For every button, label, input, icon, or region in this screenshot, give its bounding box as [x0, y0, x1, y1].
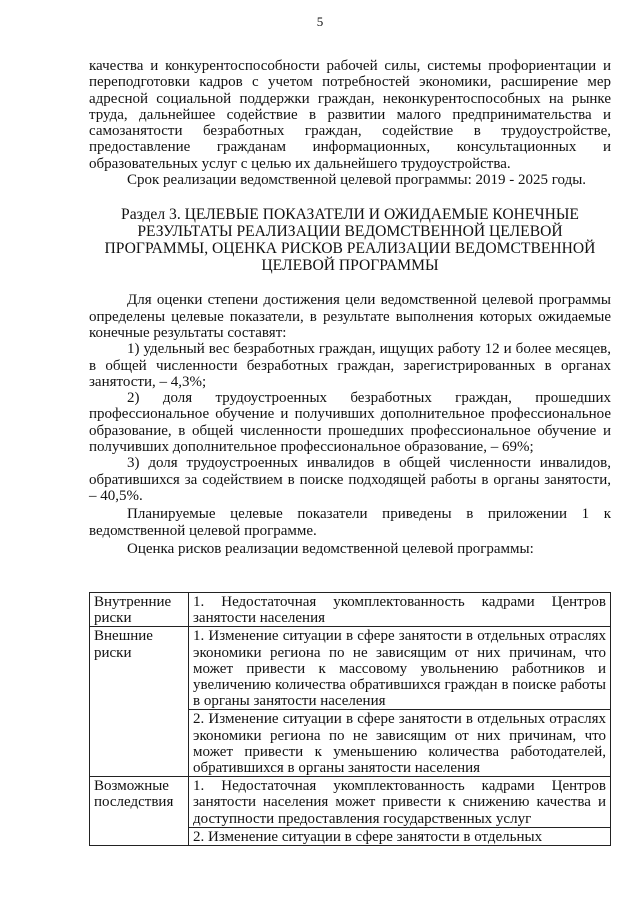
internal-risk-1: 1. Недостаточная укомплектованность кадрами Центров занятости населения — [189, 593, 611, 627]
indicator-item-2: 2) доля трудоустроенных безработных граждан, прошедших профессиональное обучение и получивших дополнительное профессиональное образование, в общей численности прошедших профессиональное обучение и получивших дополнительное профессиональное образование, – 69%; — [89, 390, 611, 456]
section-title-line-2: РЕЗУЛЬТАТЫ РЕАЛИЗАЦИИ ВЕДОМСТВЕННОЙ ЦЕЛЕВОЙ — [137, 223, 563, 241]
term-paragraph: Срок реализации ведомственной целевой программы: 2019 - 2025 годы. — [127, 172, 587, 189]
indicator-item-3: 3) доля трудоустроенных инвалидов в общей численности инвалидов, обратившихся за содействием в поиске подходящей работы в органы занятости, – 40,5%. — [89, 455, 611, 504]
section-heading — [89, 206, 611, 274]
table-row — [90, 593, 611, 627]
intro-paragraph: качества и конкурентоспособности рабочей силы, системы профориентации и переподготовки кадров с учетом потребностей экономики, расширение мер адресной социальной поддержки граждан, неконкурентоспособных на рынке труда, дальнейшее содействие в развитии малого предпринимательства и самозанятости безработных граждан, содействие в трудоустройстве, предоставление гражданам информационных, консультационных и образовательных услуг с целью их дальнейшего трудоустройства. — [89, 58, 611, 172]
consequences-label: Возможные последствия — [90, 777, 189, 846]
table-row — [90, 777, 611, 828]
consequence-1: 1. Недостаточная укомплектованность кадрами Центров занятости населения может привести к снижению качества и доступности предоставления государственных услуг — [189, 777, 611, 828]
indicator-item-1: 1) удельный вес безработных граждан, ищущих работу 12 и более месяцев, в общей численности безработных граждан, зарегистрированных в органах занятости, – 4,3%; — [89, 341, 611, 390]
document-body — [89, 58, 611, 557]
internal-risks-label: Внутренние риски — [90, 593, 189, 627]
external-risk-1: 1. Изменение ситуации в сфере занятости в отдельных отраслях экономики региона по не зависящим от них причинам, что может привести к массовому увольнению работников и увеличению количества обратившихся граждан в поиске работы в органы занятости населения — [189, 627, 611, 710]
external-risks-label: Внешние риски — [90, 627, 189, 777]
planned-indicators-paragraph: Планируемые целевые показатели приведены в приложении 1 к ведомственной целевой программе. — [89, 506, 611, 539]
section-title-line-4: ЦЕЛЕВОЙ ПРОГРАММЫ — [261, 257, 439, 275]
section-title-line-1: Раздел 3. ЦЕЛЕВЫЕ ПОКАЗАТЕЛИ И ОЖИДАЕМЫЕ КОНЕЧНЫЕ — [121, 206, 579, 224]
risk-assessment-paragraph: Оценка рисков реализации ведомственной целевой программы: — [127, 540, 534, 557]
table-row — [90, 627, 611, 710]
section-title-line-3: ПРОГРАММЫ, ОЦЕНКА РИСКОВ РЕАЛИЗАЦИИ ВЕДОМСТВЕННОЙ — [104, 240, 596, 258]
consequence-2: 2. Изменение ситуации в сфере занятости в отдельных — [189, 827, 611, 845]
page-number: 5 — [316, 14, 324, 29]
risk-table — [89, 592, 611, 846]
assessment-paragraph: Для оценки степени достижения цели ведомственной целевой программы определены целевые показатели, в результате выполнения которых ожидаемые конечные результаты составят: — [89, 292, 611, 341]
external-risk-2: 2. Изменение ситуации в сфере занятости в отдельных отраслях экономики региона по не зависящим от них причинам, что может привести к уменьшению количества работодателей, обратившихся в органы занятости населения — [189, 710, 611, 777]
